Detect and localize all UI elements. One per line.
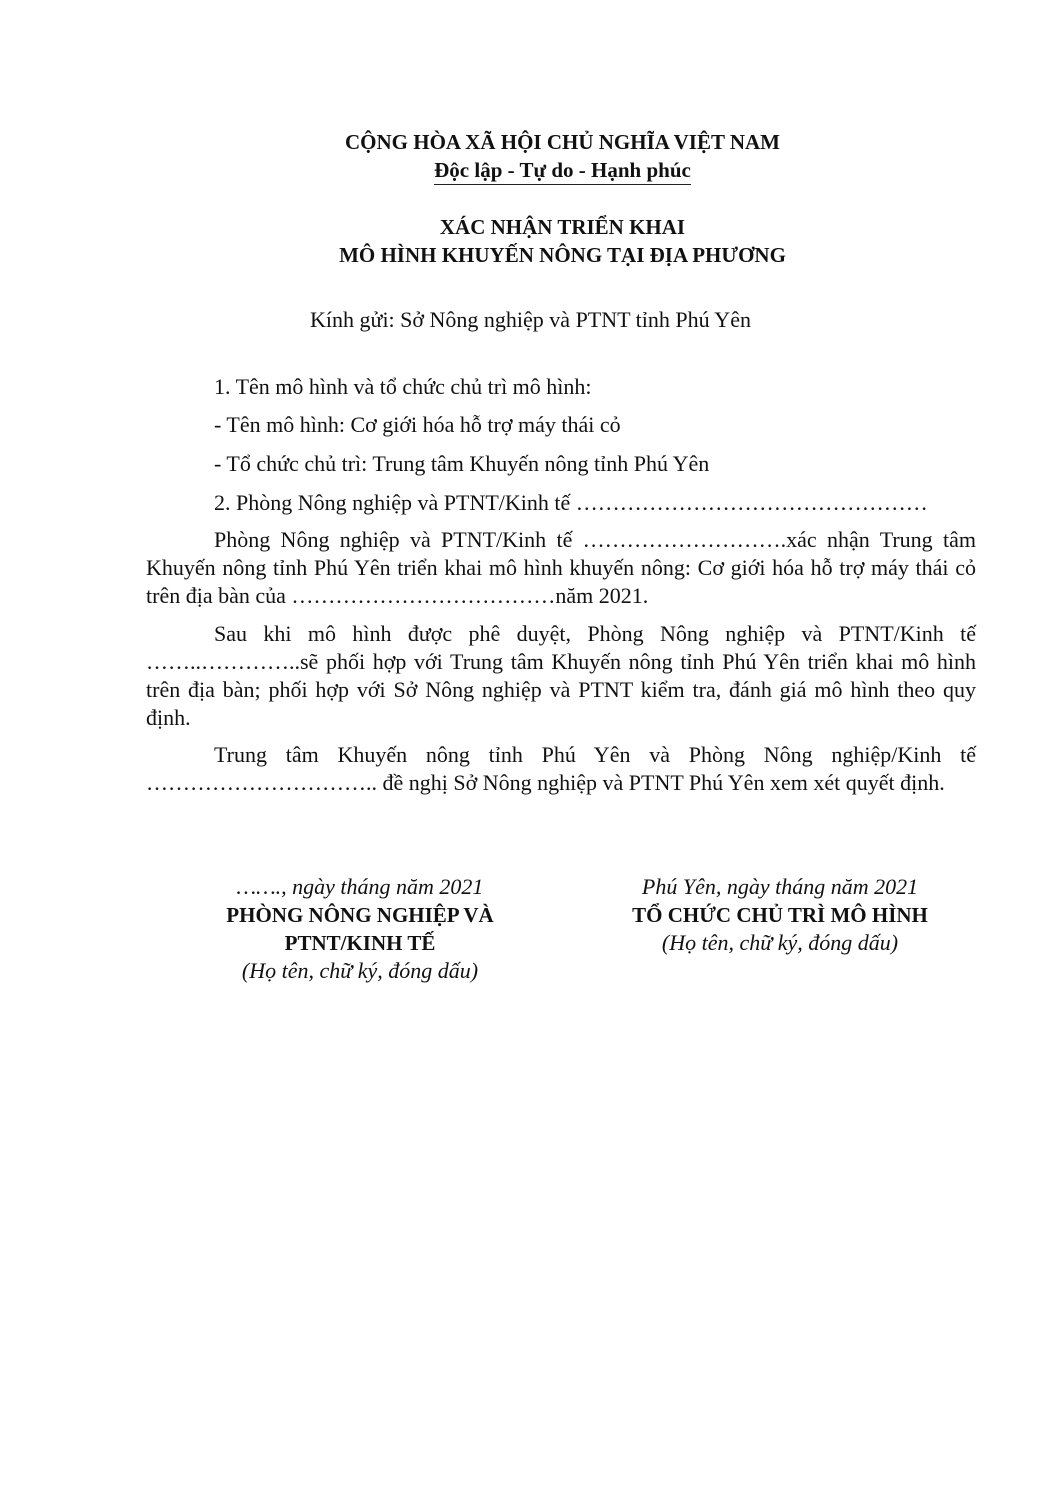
- greeting: Kính gửi: Sở Nông nghiệp và PTNT tỉnh Phú Yên: [310, 307, 751, 332]
- signature-block-right: [585, 873, 975, 957]
- paragraph-3: Trung tâm Khuyến nông tỉnh Phú Yên và Phòng Nông nghiệp/Kinh tế ………………………….. đề nghị Sở Nông nghiệp và PTNT Phú Yên xem xét quyết định.: [146, 742, 976, 795]
- right-signature-note: (Họ tên, chữ ký, đóng dấu): [661, 930, 899, 955]
- title-line-2: MÔ HÌNH KHUYẾN NÔNG TẠI ĐỊA PHƯƠNG: [339, 243, 786, 267]
- signature-block-left: [180, 873, 540, 985]
- model-name-label: - Tên mô hình:: [214, 412, 345, 437]
- nation-name: CỘNG HÒA XÃ HỘI CHỦ NGHĨA VIỆT NAM: [344, 130, 781, 154]
- model-name-value: Cơ giới hóa hỗ trợ máy thái cỏ: [344, 412, 621, 437]
- right-role: TỔ CHỨC CHỦ TRÌ MÔ HÌNH: [632, 903, 928, 927]
- right-date-line: Phú Yên, ngày tháng năm 2021: [641, 874, 919, 899]
- paragraph-1: Phòng Nông nghiệp và PTNT/Kinh tế ……………………….xác nhận Trung tâm Khuyến nông tỉnh Phú Yên triển khai mô hình khuyến nông: Cơ giới hóa hỗ trợ máy thái cỏ trên địa bàn của ………………………………năm 2021.: [146, 527, 976, 608]
- title-line-1: XÁC NHẬN TRIỂN KHAI: [439, 215, 686, 239]
- model-name-line: [146, 411, 976, 439]
- item-2: 2. Phòng Nông nghiệp và PTNT/Kinh tế …………………………………………: [214, 490, 928, 515]
- left-role-line-2: PTNT/KINH TẾ: [284, 931, 436, 955]
- document-title: [200, 213, 925, 269]
- left-date-line: ……., ngày tháng năm 2021: [236, 874, 484, 899]
- host-org-line: - Tổ chức chủ trì: Trung tâm Khuyến nông tỉnh Phú Yên: [214, 451, 710, 476]
- paragraph-2: Sau khi mô hình được phê duyệt, Phòng Nông nghiệp và PTNT/Kinh tế ……..…………..sẽ phối hợp với Trung tâm Khuyến nông tỉnh Phú Yên triển khai mô hình trên địa bàn; phối hợp với Sở Nông nghiệp và PTNT kiểm tra, đánh giá mô hình theo quy định.: [146, 621, 976, 730]
- left-role-line-1: PHÒNG NÔNG NGHIỆP VÀ: [226, 903, 494, 927]
- item-1: 1. Tên mô hình và tổ chức chủ trì mô hình:: [214, 374, 592, 399]
- national-header: [200, 128, 925, 185]
- motto: Độc lập - Tự do - Hạnh phúc: [434, 156, 691, 185]
- left-signature-note: (Họ tên, chữ ký, đóng dấu): [241, 958, 479, 983]
